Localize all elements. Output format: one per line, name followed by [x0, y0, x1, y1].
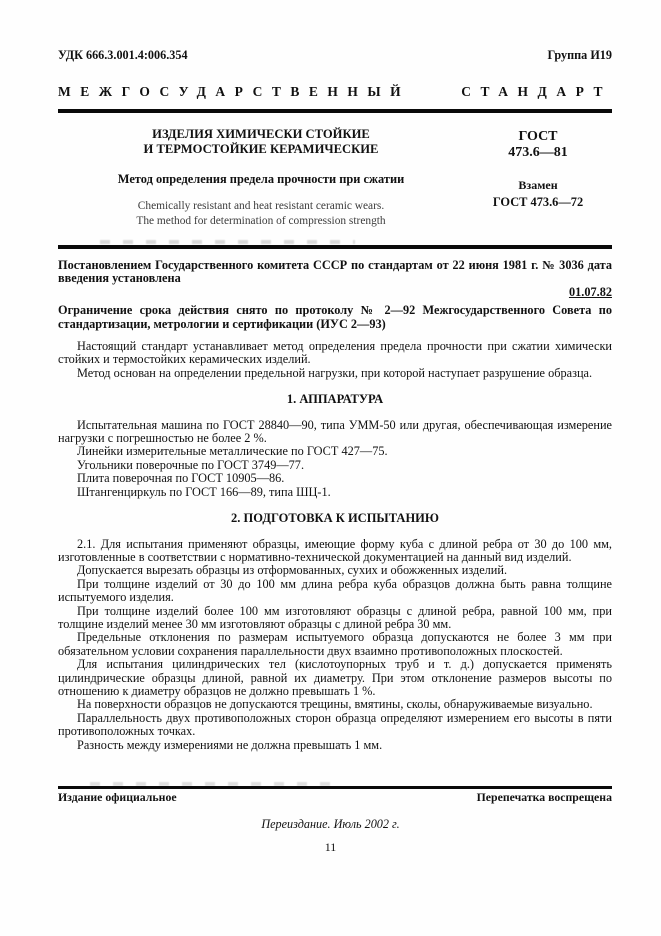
effective-date: 01.07.82 [568, 284, 612, 299]
gost-number: 473.6—81 [508, 145, 568, 160]
document-title-en-line2: The method for determination of compression strength [136, 214, 386, 227]
document-title-en [58, 199, 464, 228]
document-body [58, 259, 612, 752]
paragraph: Штангенциркуль по ГОСТ 166—89, типа ШЦ-1. [77, 484, 331, 499]
footer-divider-rule [58, 786, 612, 789]
paragraph: При толщине изделий от 30 до 100 мм длина ребра куба образцов должна быть равна толщине испытуемого изделия. [58, 576, 612, 605]
standard-designation-column [468, 129, 608, 210]
replaces-label: Взамен [518, 178, 558, 192]
paragraph: Параллельность двух противоположных сторон образца определяют измерением его высоты в пяти противоположных точках. [58, 710, 612, 739]
paragraph: Предельные отклонения по размерам испытуемого образца допускаются не более 3 мм при обязательном условии сохранения параллельности двух взаимно противоположных плоскостей. [58, 630, 612, 658]
page-number: 11 [324, 840, 337, 854]
document-subtitle-ru: Метод определения предела прочности при сжатии [117, 172, 405, 186]
udk-code: УДК 666.3.001.4:006.354 [58, 48, 188, 62]
document-title-ru-line2: И ТЕРМОСТОЙКИЕ КЕРАМИЧЕСКИЕ [143, 142, 379, 156]
paragraph: 2.1. Для испытания применяют образцы, имеющие форму куба с длиной ребра от 30 до 100 мм, изготовленные в соответствии с нормативно-технической документацией на данный вид изделий. [58, 536, 612, 564]
paragraph: Допускается вырезать образцы из отформованных, сухих и обожженных изделий. [77, 563, 508, 578]
document-title-en-line1: Chemically resistant and heat resistant ceramic wears. [137, 200, 385, 212]
mid-divider-rule [58, 245, 612, 249]
document-title-ru-line1: ИЗДЕЛИЯ ХИМИЧЕСКИ СТОЙКИЕ [152, 127, 370, 141]
paragraph: На поверхности образцов не допускаются трещины, вмятины, сколы, обнаруживаемые визуально. [77, 697, 593, 712]
paragraph: Разность между измерениями не должна превышать 1 мм. [77, 737, 383, 752]
paragraph: Метод основан на определении предельной нагрузки, при которой наступает разрушение образца. [77, 365, 593, 380]
paragraph: Линейки измерительные металлические по ГОСТ 427—75. [77, 444, 388, 459]
reissue-note: Переиздание. Июль 2002 г. [261, 817, 400, 831]
paragraph: Угольники поверочные по ГОСТ 3749—77. [77, 457, 305, 472]
section-heading: 1. АППАРАТУРА [286, 392, 384, 407]
footer-row [58, 790, 612, 805]
section-heading: 2. ПОДГОТОВКА К ИСПЫТАНИЮ [231, 511, 439, 526]
paragraph: Испытательная машина по ГОСТ 28840—90, типа УММ-50 или другая, обеспечивающая измерение нагрузки с погрешностью не более 2 %. [58, 417, 612, 446]
scan-artifact-mid [100, 240, 355, 244]
paragraph: При толщине изделий более 100 мм изготовляют образцы с длиной ребра, равной 100 мм, при толщине изделий менее 30 мм изготовляют образцы с длиной ребра 30 мм. [58, 603, 612, 631]
limitation-paragraph: Ограничение срока действия снято по протоколу № 2—92 Межгосударственного Совета по стандартизации, метрологии и сертификации (ИУС 2—93) [58, 303, 612, 331]
standard-type-heading: МЕЖГОСУДАРСТВЕННЫЙ СТАНДАРТ [58, 84, 612, 99]
body-blocks [58, 340, 612, 752]
top-divider-rule [58, 109, 612, 113]
replaces-number: ГОСТ 473.6—72 [492, 195, 584, 209]
official-edition-label: Издание официальное [58, 790, 177, 804]
paragraph: Плита поверочная по ГОСТ 10905—86. [77, 471, 285, 486]
gost-label: ГОСТ [518, 129, 558, 144]
document-title-ru [58, 127, 464, 157]
title-column [58, 127, 464, 228]
group-code: Группа И19 [547, 48, 612, 62]
reprint-prohibited-label: Перепечатка воспрещена [476, 790, 612, 804]
paragraph: Настоящий стандарт устанавливает метод определения предела прочности при сжатии химически стойких и термостойких керамических изделий. [58, 339, 612, 367]
classification-row [58, 48, 612, 63]
decree-paragraph: Постановлением Государственного комитета СССР по стандартам от 22 июня 1981 г. № 3036 дата введения установлена [58, 258, 612, 286]
paragraph: Для испытания цилиндрических тел (кислотоупорных труб и т. д.) допускается применять цилиндрические образцы длиной, равной их диаметру. При этом отклонение размеров высоты по отношению к диаметру образцов не должно превышать 1 %. [58, 657, 612, 698]
